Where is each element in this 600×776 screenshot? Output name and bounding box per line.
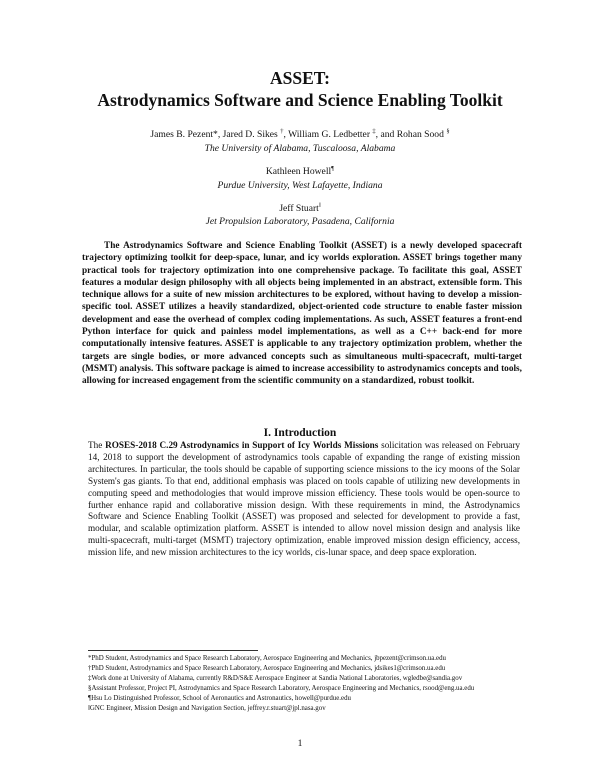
affiliation-2: Purdue University, West Lafayette, Indiana [217, 180, 383, 191]
intro-body: solicitation was released on February 14, 2018 to support the development of astrodynamics tools capable of expanding the range of existing mission architectures. In particular, the tools should be capable of supporting science missions to the icy moons of the Solar System's gas giants. To that end, additional emphasis was placed on tools capable of utilizing new developments in computing speed and methodologies that would improve mission efficiency. These tools would be open-source to further enhance rapid and collaborative mission design. With these requirements in mind, the Astrodynamics Software and Science Enabling Toolkit (ASSET) was proposed and selected for development to provide a fast, modular, and scalable optimization platform. ASSET is intended to allow novel mission design and analysis like multi-spacecraft, multi-target (MSMT) trajectory optimization, enable improved mission design efficiency, access, mission life, and new mission architectures to the icy worlds, cis-lunar space, and deep space exploration. [88, 440, 521, 558]
footnotes [88, 654, 558, 713]
affiliation-1: The University of Alabama, Tuscaloosa, Alabama [204, 143, 396, 154]
author-names-3: , and Rohan Sood [375, 129, 444, 140]
page-number: 1 [297, 738, 303, 749]
footnote-divider [88, 650, 258, 651]
paper-title-line1: ASSET: [270, 68, 330, 88]
author-names-1: James B. Pezent*, Jared D. Sikes [150, 129, 278, 140]
footnote: ‖GNC Engineer, Mission Design and Navigation Section, jeffrey.r.stuart@jpl.nasa.gov [88, 704, 326, 712]
footnote-mark: ‡ [372, 127, 376, 135]
footnote: §Assistant Professor, Project PI, Astrodynamics and Space Research Laboratory, Aerospace Engineering and Mechanics, rsood@eng.ua.edu [88, 684, 475, 692]
footnote-mark: ¶ [331, 164, 335, 172]
author-name: Jeff Stuart [279, 203, 319, 214]
introduction-paragraph [88, 440, 520, 559]
footnote: *PhD Student, Astrodynamics and Space Research Laboratory, Aerospace Engineering and Mechanics, jbpezent@crimson.ua.edu [88, 655, 446, 662]
footnote: ‡Work done at University of Alabama, currently R&D/S&E Aerospace Engineer at Sandia National Laboratories, wgledbe@sandia.gov [88, 674, 463, 682]
intro-pre: The [88, 440, 106, 450]
footnote: ¶Hsu Lo Distinguished Professor, School of Aeronautics and Astronautics, howell@purdue.edu [88, 694, 351, 702]
author-name: Kathleen Howell [265, 166, 332, 177]
affiliation-3: Jet Propulsion Laboratory, Pasadena, California [205, 216, 395, 227]
footnote: †PhD Student, Astrodynamics and Space Research Laboratory, Aerospace Engineering and Mechanics, jdsikes1@crimson.ua.edu [88, 664, 446, 672]
author-line-3 [0, 203, 600, 215]
footnote-mark: ‖ [318, 201, 321, 209]
section-heading: I. Introduction [263, 427, 337, 439]
solicitation-name: ROSES-2018 C.29 Astrodynamics in Support of Icy Worlds Missions [105, 440, 379, 450]
footnote-mark: † [280, 127, 284, 135]
footnote-mark: § [446, 127, 450, 135]
author-names-2: , William G. Ledbetter [283, 129, 371, 140]
author-line-2 [0, 166, 600, 178]
paper-title-line2: Astrodynamics Software and Science Enabling Toolkit [97, 90, 503, 110]
abstract: The Astrodynamics Software and Science Enabling Toolkit (ASSET) is a newly developed spacecraft trajectory optimizing toolkit for deep-space, lunar, and icy worlds exploration. ASSET brings together many practical tools for trajectory optimization into one comprehensive package. To facilitate this goal, ASSET features a modular design philosophy with all objects being implemented in an abstract, extensible form. This technique allows for a suite of new mission architectures to be explored, without having to develop a mission-specific tool. ASSET utilizes a heavily standardized, object-oriented code structure to enable faster mission development and ease the overhead of complex coding implementations. As such, ASSET features a front-end Python interface for quick and painless model implementations, as well as a C++ back-end for more computationally intensive features. ASSET is applicable to any trajectory optimization problem, whether the targets are single bodies, or more advanced concepts such as simultaneous multi-spacecraft, multi-target (MSMT) analysis. This software package is aimed to increase accessibility to astrodynamics concepts and tools, allowing for increased engagement from the scientific community on a standardized, robust toolkit. [82, 241, 522, 387]
author-line-1 [0, 129, 600, 141]
